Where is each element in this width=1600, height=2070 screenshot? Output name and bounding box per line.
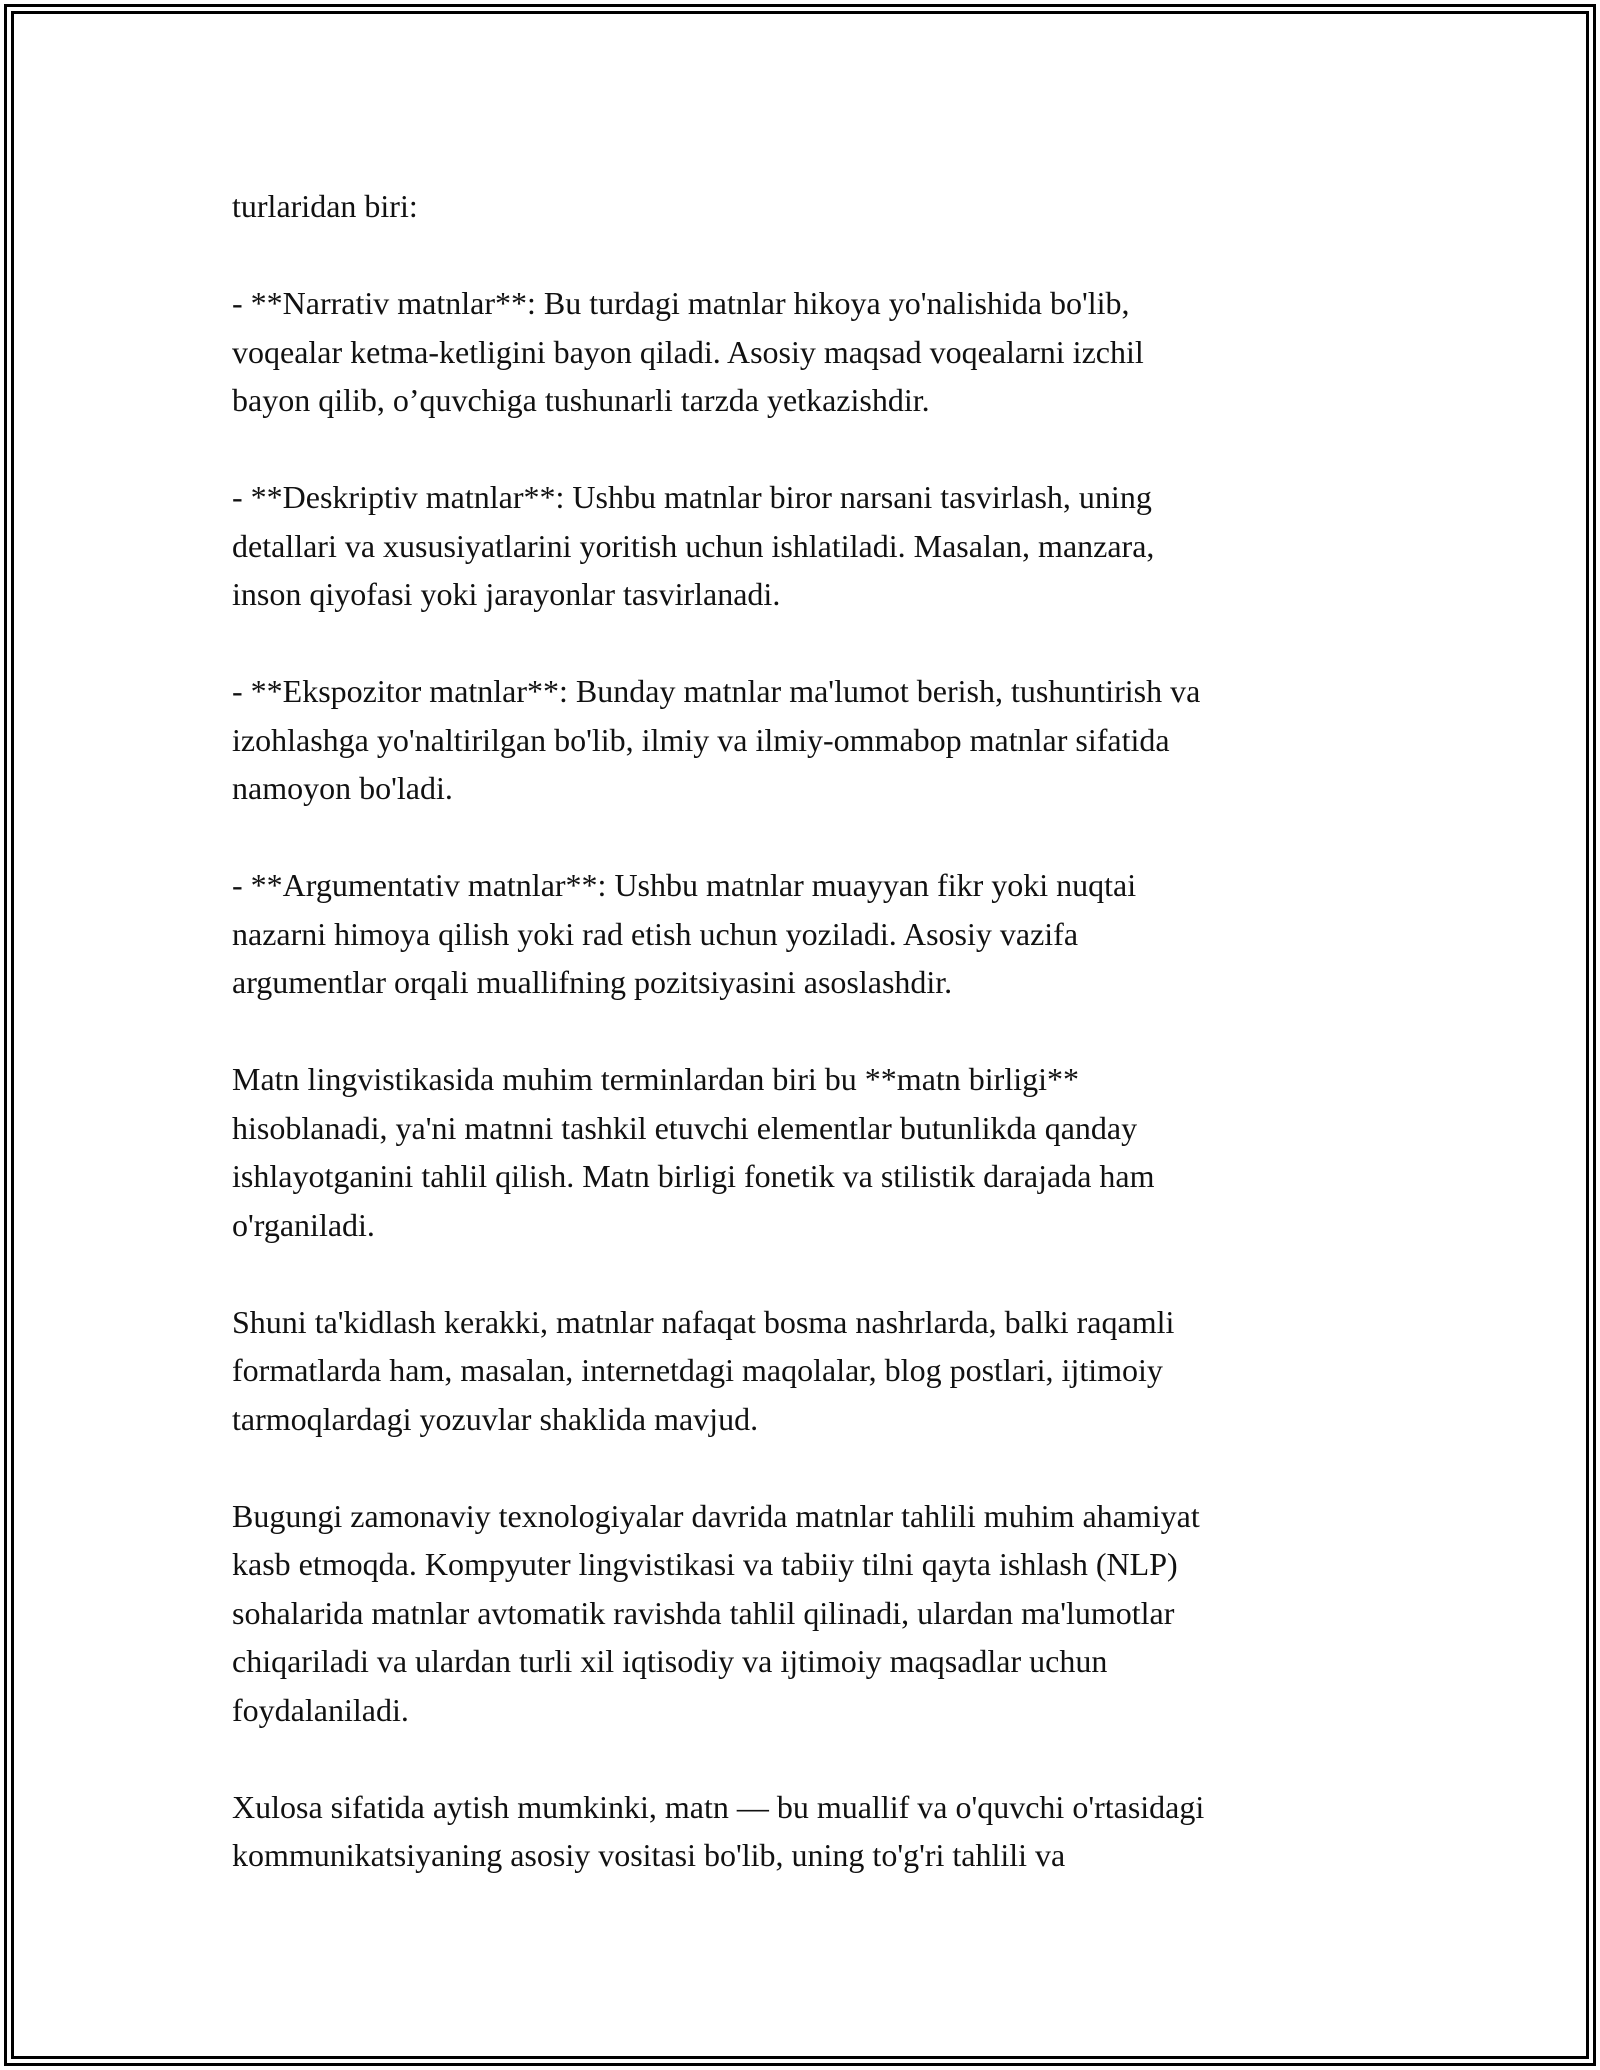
text-line: voqealar ketma-ketligini bayon qiladi. Asosiy maqsad voqealarni izchil xyxy=(232,333,1144,370)
text-line: - **Narrativ matnlar**: Bu turdagi matnlar hikoya yo'nalishida bo'lib, xyxy=(232,285,1130,321)
text-line: formatlarda ham, masalan, internetdagi maqolalar, blog postlari, ijtimoiy xyxy=(232,1352,1163,1388)
continuation-paragraph xyxy=(232,182,1392,231)
document-body xyxy=(232,182,1392,1880)
narrativ-paragraph xyxy=(232,279,1392,425)
text-line: turlaridan biri: xyxy=(232,188,418,224)
xulosa-paragraph xyxy=(232,1783,1392,1880)
matn-birligi-paragraph xyxy=(232,1055,1392,1249)
text-line: - **Ekspozitor matnlar**: Bunday matnlar ma'lumot berish, tushuntirish va xyxy=(232,673,1201,709)
ekspozitor-paragraph xyxy=(232,667,1392,813)
text-line: kommunikatsiyaning asosiy vositasi bo'lib, uning to'g'ri tahlili va xyxy=(232,1837,1066,1873)
text-line: foydalaniladi. xyxy=(232,1691,409,1728)
argumentativ-paragraph xyxy=(232,861,1392,1007)
text-line: nazarni himoya qilish yoki rad etish uchun yoziladi. Asosiy vazifa xyxy=(232,915,1079,952)
text-line: kasb etmoqda. Kompyuter lingvistikasi va tabiiy tilni qayta ishlash (NLP) xyxy=(232,1546,1178,1582)
text-line: sohalarida matnlar avtomatik ravishda tahlil qilinadi, ulardan ma'lumotlar xyxy=(232,1594,1175,1631)
deskriptiv-paragraph xyxy=(232,473,1392,619)
text-line: o'rganiladi. xyxy=(232,1206,375,1243)
text-line: izohlashga yo'naltirilgan bo'lib, ilmiy va ilmiy-ommabop matnlar sifatida xyxy=(232,721,1170,758)
text-line: Shuni ta'kidlash kerakki, matnlar nafaqat bosma nashrlarda, balki raqamli xyxy=(232,1303,1175,1340)
nlp-paragraph xyxy=(232,1492,1392,1735)
text-line: Bugungi zamonaviy texnologiyalar davrida matnlar tahlili muhim ahamiyat xyxy=(232,1497,1200,1534)
raqamli-formatlar-paragraph xyxy=(232,1298,1392,1444)
text-line: Matn lingvistikasida muhim terminlardan biri bu **matn birligi** xyxy=(232,1061,1079,1097)
text-line: argumentlar orqali muallifning pozitsiyasini asoslashdir. xyxy=(232,964,953,1000)
text-line: namoyon bo'ladi. xyxy=(232,770,453,806)
text-line: Xulosa sifatida aytish mumkinki, matn — bu muallif va o'quvchi o'rtasidagi xyxy=(232,1788,1205,1825)
text-line: - **Argumentativ matnlar**: Ushbu matnlar muayyan fikr yoki nuqtai xyxy=(232,867,1137,903)
text-line: hisoblanadi, ya'ni matnni tashkil etuvchi elementlar butunlikda qanday xyxy=(232,1109,1138,1146)
text-line: tarmoqlardagi yozuvlar shaklida mavjud. xyxy=(232,1400,759,1437)
text-line: chiqariladi va ulardan turli xil iqtisodiy va ijtimoiy maqsadlar uchun xyxy=(232,1643,1108,1679)
text-line: ishlayotganini tahlil qilish. Matn birligi fonetik va stilistik darajada ham xyxy=(232,1158,1155,1194)
text-line: detallari va xususiyatlarini yoritish uchun ishlatiladi. Masalan, manzara, xyxy=(232,527,1155,564)
text-line: bayon qilib, o’quvchiga tushunarli tarzda yetkazishdir. xyxy=(232,382,930,418)
text-line: inson qiyofasi yoki jarayonlar tasvirlanadi. xyxy=(232,576,781,612)
text-line: - **Deskriptiv matnlar**: Ushbu matnlar biror narsani tasvirlash, uning xyxy=(232,479,1152,515)
